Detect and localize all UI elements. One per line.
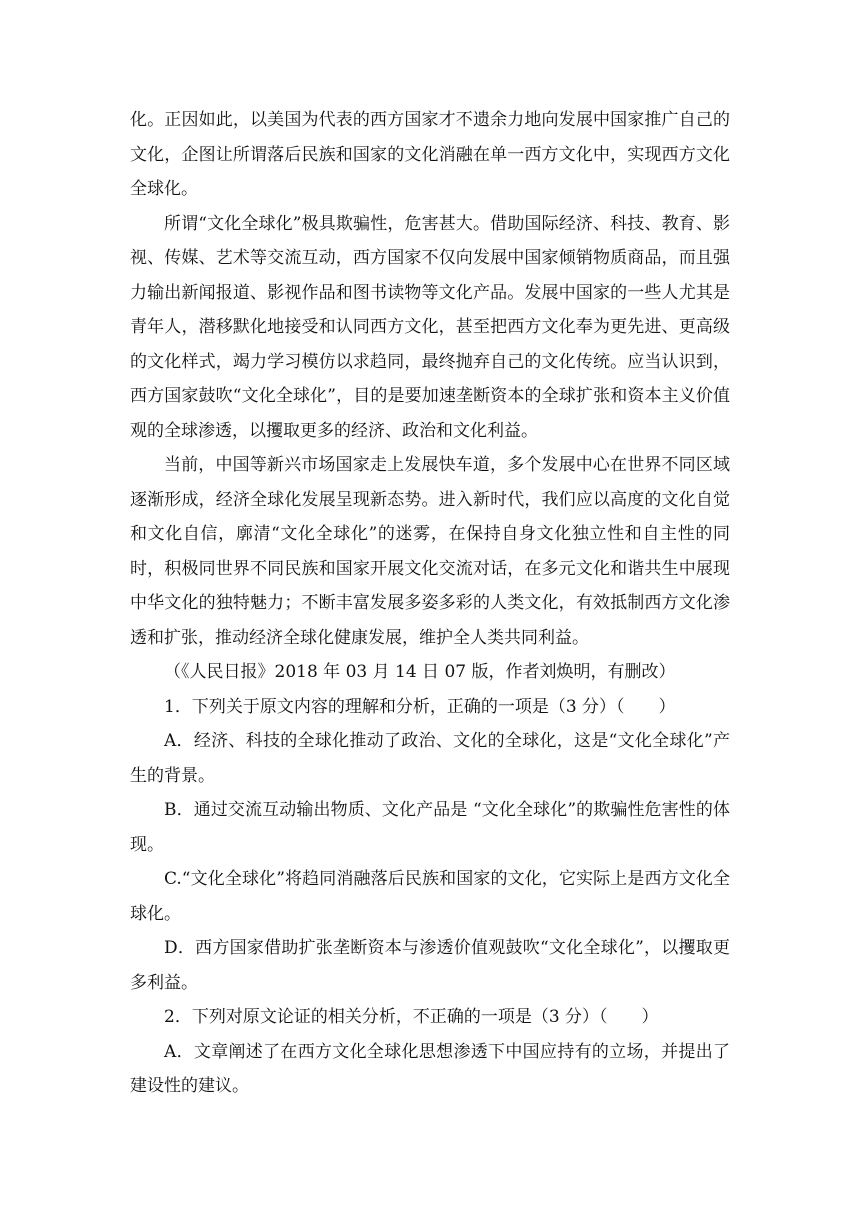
source-citation: （《人民日报》2018 年 03 月 14 日 07 版，作者刘焕明，有删改） (164, 662, 676, 682)
option-c: C.“文化全球化”将趋同消融落后民族和国家的文化，它实际上是西方文化全球化。 (130, 869, 730, 924)
question-1 (130, 690, 730, 1001)
question-stem: 1．下列关于原文内容的理解和分析，正确的一项是（3 分）（ ） (164, 696, 676, 717)
question-stem: 2．下列对原文论证的相关分析，不正确的一项是（3 分）（ ） (164, 1007, 659, 1027)
question-2 (130, 1000, 730, 1104)
paragraph-continued: 化。正因如此，以美国为代表的西方国家才不遗余力地向发展中国家推广自己的文化，企图让所谓落后民族和国家的文化消融在单一西方文化中，实现西方文化全球化。 (130, 110, 730, 199)
option-a: A．经济、科技的全球化推动了政治、文化的全球化，这是“文化全球化”产生的背景。 (130, 731, 730, 786)
option-b: B．通过交流互动输出物质、文化产品是 “文化全球化”的欺骗性危害性的体现。 (130, 800, 730, 855)
option-d: D．西方国家借助扩张垄断资本与渗透价值观鼓吹“文化全球化”，以攫取更多利益。 (130, 938, 730, 993)
document-body (130, 103, 730, 1104)
paragraph-new-era: 当前，中国等新兴市场国家走上发展快车道，多个发展中心在世界不同区域逐渐形成，经济全球化发展呈现新态势。进入新时代，我们应以高度的文化自觉和文化自信，廓清“文化全球化”的迷雾，在保持自身文化独立性和自主性的同时，积极同世界不同民族和国家开展文化交流对话，在多元文化和谐共生中展现中华文化的独特魅力；不断丰富发展多姿多彩的人类文化，有效抵制西方文化渗透和扩张，推动经济全球化健康发展，维护全人类共同利益。 (130, 455, 730, 648)
option-a: A．文章阐述了在西方文化全球化思想渗透下中国应持有的立场，并提出了建设性的建议。 (130, 1041, 730, 1096)
paragraph-deception: 所谓“文化全球化”极具欺骗性，危害甚大。借助国际经济、科技、教育、影视、传媒、艺术等交流互动，西方国家不仅向发展中国家倾销物质商品，而且强力输出新闻报道、影视作品和图书读物等文化产品。发展中国家的一些人尤其是青年人，潜移默化地接受和认同西方文化，甚至把西方文化奉为更先进、更高级的文化样式，竭力学习模仿以求趋同，最终抛弃自己的文化传统。应当认识到，西方国家鼓吹“文化全球化”，目的是要加速垄断资本的全球扩张和资本主义价值观的全球渗透，以攫取更多的经济、政治和文化利益。 (130, 213, 730, 441)
